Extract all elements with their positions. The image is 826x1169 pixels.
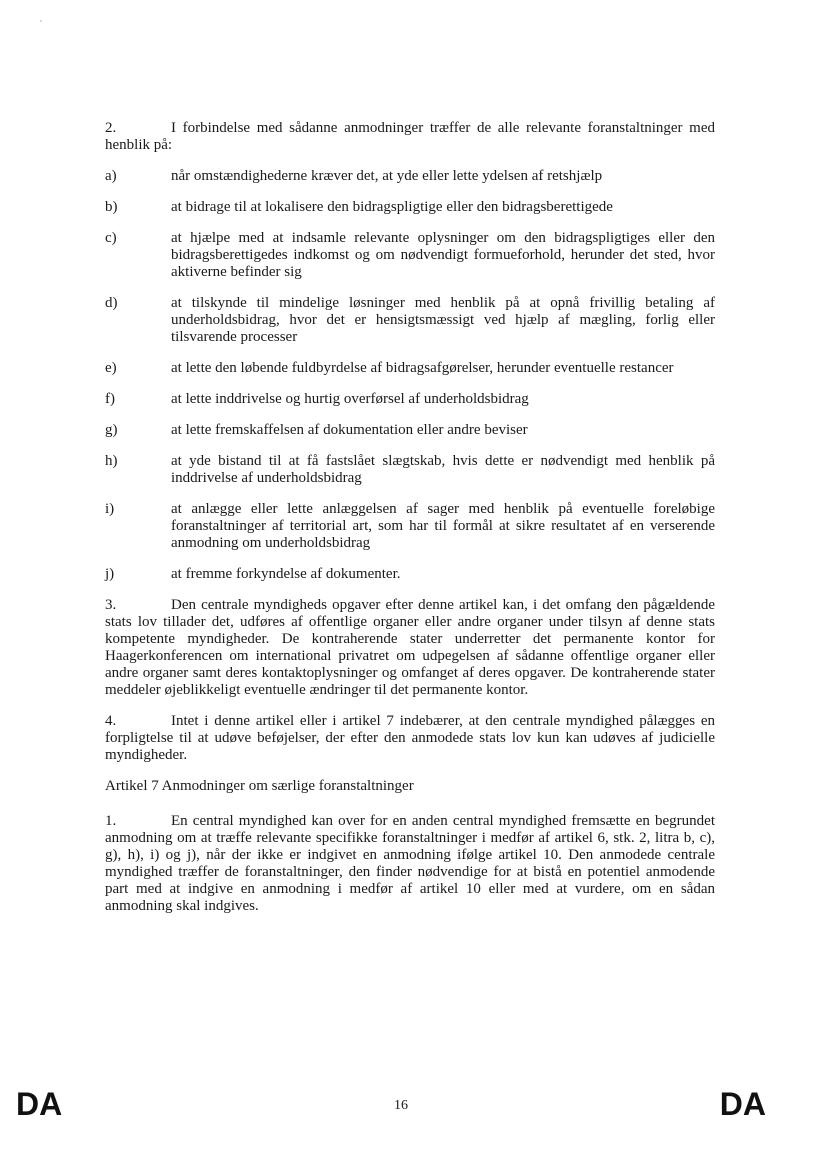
- paragraph-number: 1.: [105, 813, 117, 829]
- scan-speck: [40, 20, 42, 22]
- list-item-text: at anlægge eller lette anlæggelsen af sager med henblik på eventuelle foreløbige foranstaltninger af territorial art, som har til formål at sikre resultatet af en verserende anmodning om underholdsbidrag: [171, 501, 715, 551]
- paragraph-text: Den centrale myndigheds opgaver efter denne artikel kan, i det omfang den pågældende stats lov tillader det, udføres af offentlige organer eller andre organer under tilsyn af denne stats kompetente myndigheder. De kontraherende stater underretter det permanente kontor for Haagerkonferencen om international privatret om udpegelsen af sådanne offentlige organer eller andre organer samt deres kontaktoplysninger og omfanget af deres opgaver. De kontraherende stater meddeler øjeblikkeligt eventuelle ændringer til det permanente kontor.: [105, 597, 715, 698]
- list-item-text: at lette den løbende fuldbyrdelse af bidragsafgørelser, herunder eventuelle restancer: [171, 360, 674, 376]
- list-item-text: at fremme forkyndelse af dokumenter.: [171, 566, 401, 582]
- list-item-text: at lette inddrivelse og hurtig overførsel af underholdsbidrag: [171, 391, 529, 407]
- list-item-label: j): [105, 566, 115, 582]
- list-item: [105, 501, 715, 552]
- list-item-label: i): [105, 501, 115, 517]
- page-number: 16: [394, 1098, 408, 1113]
- paragraph-number: 3.: [105, 597, 117, 613]
- list-item-label: a): [105, 168, 117, 184]
- list-item-label: e): [105, 360, 117, 376]
- list-item: [105, 360, 715, 377]
- paragraph-number: 4.: [105, 713, 117, 729]
- list-item-label: h): [105, 453, 118, 469]
- list-item-label: f): [105, 391, 115, 407]
- list-item: [105, 566, 715, 583]
- list-item-text: når omstændighederne kræver det, at yde eller lette ydelsen af retshjælp: [171, 168, 603, 184]
- paragraph-3: [105, 597, 715, 699]
- paragraph-2: [105, 120, 715, 154]
- paragraph-text: Intet i denne artikel eller i artikel 7 indebærer, at den centrale myndighed pålægges en forpligtelse til at udøve beføjelser, der efter den anmodede stats lov kun kan udøves af judicielle myndigheder.: [105, 713, 715, 763]
- language-code-left: DA: [16, 1086, 63, 1122]
- list-item: [105, 295, 715, 346]
- language-code-right: DA: [719, 1086, 766, 1122]
- list-item-text: at lette fremskaffelsen af dokumentation eller andre beviser: [171, 422, 528, 438]
- paragraph-text: En central myndighed kan over for en anden central myndighed fremsætte en begrundet anmodning om at træffe relevante specifikke foranstaltninger i medfør af artikel 6, stk. 2, litra b, c), g), h), i) og j), når der ikke er indgivet en anmodning ifølge artikel 10. Den anmodede centrale myndighed træffer de foranstaltninger, den finder nødvendige for at bistå en potentiel anmodende part med at indgive en anmodning i medfør af artikel 10 eller med at vurdere, om en sådan anmodning skal indgives.: [105, 813, 715, 914]
- item-list: [105, 168, 715, 583]
- list-item-text: at yde bistand til at få fastslået slægtskab, hvis dette er nødvendigt med henblik på inddrivelse af underholdsbidrag: [171, 453, 715, 486]
- paragraph-4: [105, 713, 715, 764]
- list-item: [105, 453, 715, 487]
- paragraph-number: 2.: [105, 120, 117, 136]
- list-item-text: at bidrage til at lokalisere den bidragspligtige eller den bidragsberettigede: [171, 199, 613, 215]
- list-item-label: c): [105, 230, 117, 246]
- list-item: [105, 199, 715, 216]
- list-item: [105, 391, 715, 408]
- list-item-text: at tilskynde til mindelige løsninger med henblik på at opnå frivillig betaling af underholdsbidrag, hvor det er hensigtsmæssigt ved hjælp af mægling, forlig eller tilsvarende processer: [171, 295, 715, 345]
- list-item: [105, 422, 715, 439]
- paragraph-text: I forbindelse med sådanne anmodninger træffer de alle relevante foranstaltninger med henblik på:: [105, 120, 715, 153]
- list-item-text: at hjælpe med at indsamle relevante oplysninger om den bidragspligtiges eller den bidragsberettigedes indkomst og om nødvendigt formueforhold, herunder det sted, hvor aktiverne befinder sig: [171, 230, 715, 280]
- list-item-label: d): [105, 295, 118, 311]
- list-item: [105, 230, 715, 281]
- list-item: [105, 168, 715, 185]
- document-body: [105, 120, 715, 929]
- paragraph-article7-1: [105, 813, 715, 915]
- list-item-label: b): [105, 199, 118, 215]
- article-heading: Artikel 7 Anmodninger om særlige foranstaltninger: [105, 778, 414, 794]
- list-item-label: g): [105, 422, 118, 438]
